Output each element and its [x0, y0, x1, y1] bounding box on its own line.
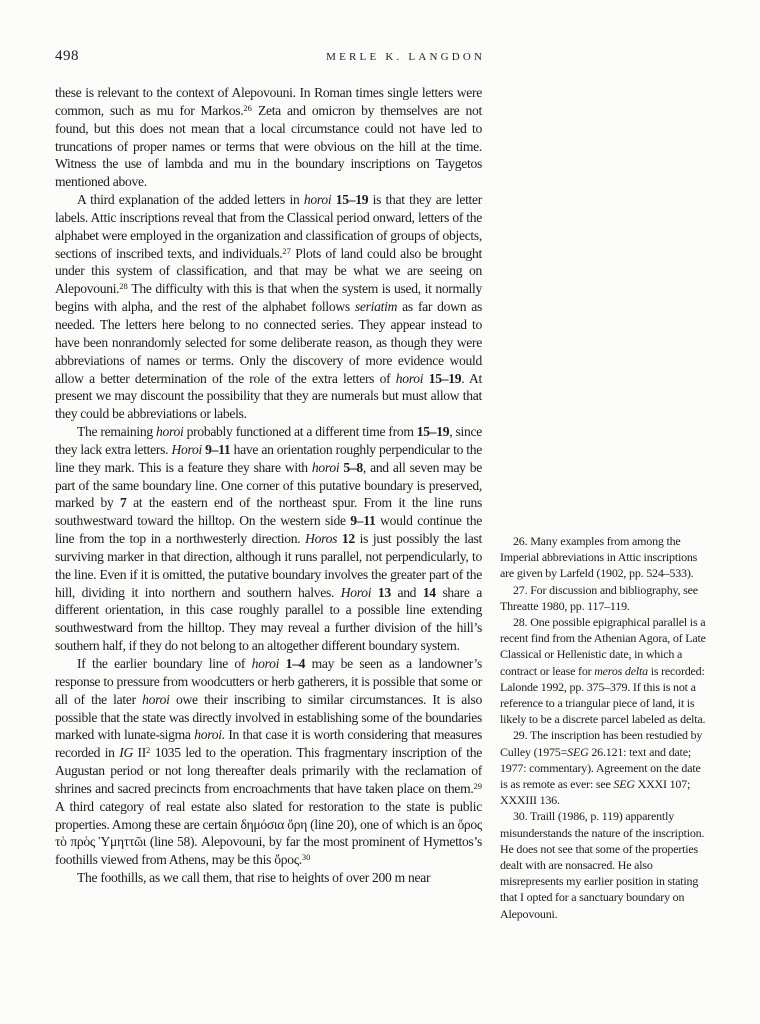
page-header: [55, 48, 486, 65]
page-number: 498: [55, 48, 79, 64]
running-head-author: MERLE K. LANGDON: [326, 51, 486, 63]
footnote-27: 27. For discussion and bibliography, see Threatte 1980, pp. 117–119.: [500, 582, 698, 613]
paragraph-3: The remaining horoi probably functioned at a different time from 15–19, since they lack extra letters. Horoi 9–11 have an orientation roughly perpendicular to the line they mark. This is a feature they share with horoi 5–8, and all seven may be part of the same boundary line. One corner of this putative boundary is preserved, marked by 7 at the eastern end of the northeast spur. From it the line runs southwestward toward the hilltop. On the western side 9–11 would continue the line from the top in a northwesterly direction. Horos 12 is just possibly the last surviving marker in that direction, although it runs parallel, not perpendicularly, to the line. Even if it is omitted, the putative boundary involves the greater part of the hill, dividing it into northern and southern halves. Horoi 13 and 14 share a different orientation, in this case roughly parallel to a possible line extending southwestward from the hilltop. They may reveal a further division of the hill’s southern half, if they do not belong to an altogether different boundary system.: [55, 424, 482, 654]
paragraph-2: A third explanation of the added letters in horoi 15–19 is that they are letter labels. Attic inscriptions reveal that from the Classical period onward, letters of the alphabet were employed in the organization and classification of groups of objects, sections of inscribed texts, and individuals.$^{27}$ Plots of land could also be brought under this system of classification, and that may be what we are seeing on Alepovouni.$^{28}$ The difficulty with this is that when the system is used, it normally begins with alpha, and the rest of the alphabet follows seriatim as far down as needed. The letters here belong to no connected series. They appear instead to have been nonrandomly selected for some deliberate reason, as though they were abbreviations of names or terms. Only the discovery of more evidence would allow a better determination of the role of the extra letters of horoi 15–19. At present we may discount the possibility that they are numerals but must allow that they could be abbreviations or labels.: [55, 192, 482, 422]
paragraph-4: If the earlier boundary line of horoi 1–4 may be seen as a landowner’s response to pressure from woodcutters or herb gatherers, it is possible that some or all of the later horoi owe their inscribing to similar circumstances. It is also possible that the state was directly involved in establishing some of the boundaries marked with lunate-sigma horoi. In that case it is worth considering that measures recorded in IG $II^2$ 1035 led to the operation. This fragmentary inscription of the Augustan period or not long thereafter deals primarily with the reclamation of shrines and sacred precincts from encroachments that have taken place on them.$^{29}$ A third category of real estate also slated for restoration to the state is public properties. Among these are certain δημόσια ὄρη (line 20), one of which is an ὄρος τὸ πρὸς Ὑμηττῶι (line 58). Alepovouni, by far the most prominent of Hymettos’s foothills viewed from Athens, may be this ὄρος.$^{30}$: [55, 656, 482, 868]
main-text-column: [55, 84, 482, 887]
paragraph-1: these is relevant to the context of Alepovouni. In Roman times single letters were common, such as mu for Markos.$^{26}$ Zeta and omicron by themselves are not found, but this does not mean that a local circumstance could not have led to truncations of proper names or terms that were obvious on the hill at the time. Witness the use of lambda and mu in the boundary inscriptions on Taygetos mentioned above.: [55, 85, 482, 190]
paragraph-5: The foothills, as we call them, that rise to heights of over 200 m near: [77, 870, 431, 886]
footnote-28: 28. One possible epigraphical parallel is a recent find from the Athenian Agora, of Late Classical or Hellenistic date, in which a contract or lease for meros delta is recorded: Lalonde 1992, pp. 375–379. If this is not a reference to a triangular piece of land, it is likely to be a discrete parcel labeled as delta.: [500, 615, 706, 727]
sidenotes-column: [500, 533, 706, 922]
footnote-30: 30. Traill (1986, p. 119) apparently misunderstands the nature of the inscription. He does not see that some of the properties dealt with are nonsacred. He also misrepresents my earlier position in stating that I opted for a sanctuary boundary on Alepovouni.: [500, 809, 705, 921]
footnote-26: 26. Many examples from among the Imperial abbreviations in Attic inscriptions are given by Larfeld (1902, pp. 524–533).: [500, 534, 698, 581]
footnote-29: 29. The inscription has been restudied by Culley (1975=SEG 26.121: text and date; 1977: commentary). Agreement on the date is as remote as ever: see SEG XXXI 107; XXXIII 136.: [500, 728, 703, 808]
